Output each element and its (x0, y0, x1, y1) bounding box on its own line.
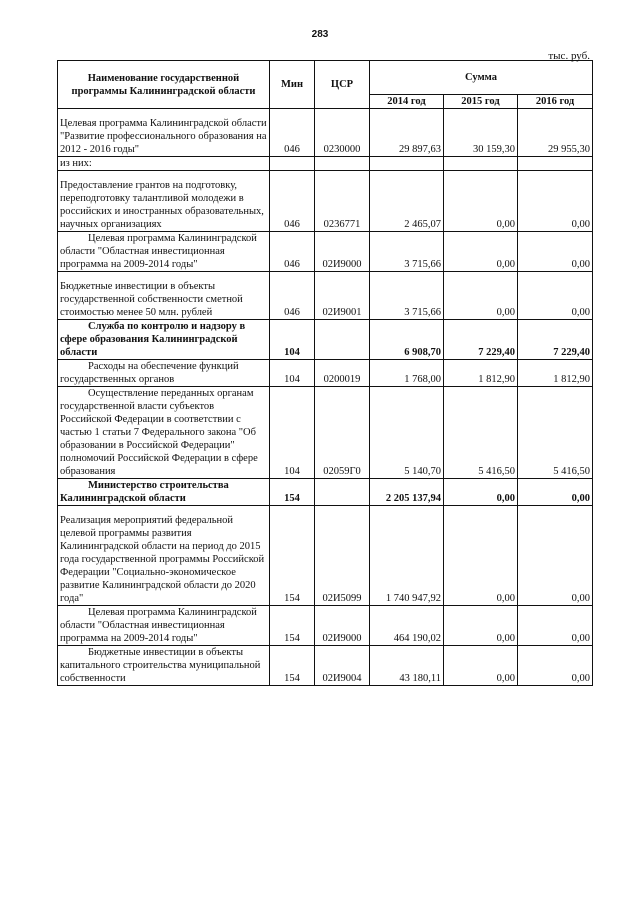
table-row (58, 109, 593, 157)
row-name: Бюджетные инвестиции в объекты государственной собственности сметной стоимостью менее 50 млн. рублей (58, 272, 270, 320)
row-2016: 0,00 (518, 479, 593, 506)
row-csr (315, 479, 370, 506)
header-name: Наименование государственной программы Калининградской области (58, 61, 270, 109)
row-csr: 02И9000 (315, 232, 370, 272)
units-label: тыс. руб. (548, 50, 590, 62)
row-2014: 6 908,70 (370, 320, 444, 360)
row-csr: 0236771 (315, 171, 370, 232)
row-2016 (518, 157, 593, 171)
row-2015: 0,00 (444, 171, 518, 232)
header-year-2016: 2016 год (518, 95, 593, 109)
row-min: 046 (270, 109, 315, 157)
row-csr (315, 157, 370, 171)
row-csr (315, 320, 370, 360)
row-2015: 7 229,40 (444, 320, 518, 360)
budget-table (57, 60, 593, 686)
row-2014: 1 740 947,92 (370, 506, 444, 606)
table-row-section (58, 479, 593, 506)
row-2016: 0,00 (518, 171, 593, 232)
row-min: 154 (270, 506, 315, 606)
row-2016: 0,00 (518, 272, 593, 320)
row-csr: 02И9000 (315, 606, 370, 646)
row-name: Служба по контролю и надзору в сфере образования Калининградской области (58, 320, 270, 360)
row-2014: 3 715,66 (370, 232, 444, 272)
row-name: Осуществление переданных органам государственной власти субъектов Российской Федерации в соответствии с частью 1 статьи 7 Федерального закона "Об образовании в Российской Федерации" полномочий Российской Федерации в сфере образования (58, 387, 270, 479)
row-csr: 02И9001 (315, 272, 370, 320)
header-year-2015: 2015 год (444, 95, 518, 109)
table-row (58, 171, 593, 232)
table-row (58, 272, 593, 320)
row-csr: 02И9004 (315, 646, 370, 686)
header-min: Мин (270, 61, 315, 109)
row-2016: 0,00 (518, 606, 593, 646)
row-name: Предоставление грантов на подготовку, переподготовку талантливой молодежи в российских и иностранных образовательных, научных организациях (58, 171, 270, 232)
row-2014: 3 715,66 (370, 272, 444, 320)
row-2016: 0,00 (518, 506, 593, 606)
row-name: Министерство строительства Калининградской области (58, 479, 270, 506)
header-csr: ЦСР (315, 61, 370, 109)
row-csr: 02059Г0 (315, 387, 370, 479)
row-2014: 2 205 137,94 (370, 479, 444, 506)
row-name: Расходы на обеспечение функций государственных органов (58, 360, 270, 387)
row-2016: 5 416,50 (518, 387, 593, 479)
row-2016: 0,00 (518, 646, 593, 686)
row-2015: 0,00 (444, 606, 518, 646)
row-2015: 0,00 (444, 232, 518, 272)
row-2014: 2 465,07 (370, 171, 444, 232)
table-row (58, 506, 593, 606)
row-min: 154 (270, 479, 315, 506)
table-row (58, 646, 593, 686)
row-min: 104 (270, 320, 315, 360)
row-2014: 464 190,02 (370, 606, 444, 646)
table-row (58, 606, 593, 646)
row-2016: 7 229,40 (518, 320, 593, 360)
row-2014 (370, 157, 444, 171)
row-2014: 29 897,63 (370, 109, 444, 157)
row-name: из них: (58, 157, 270, 171)
row-name: Целевая программа Калининградской области "Областная инвестиционная программа на 2009-2014 годы" (58, 232, 270, 272)
row-name: Реализация мероприятий федеральной целевой программы развития Калининградской области на период до 2015 года государственной программы Российской Федерации "Социально-экономическое развитие Калининградской области до 2020 года" (58, 506, 270, 606)
row-2015 (444, 157, 518, 171)
row-name: Бюджетные инвестиции в объекты капитального строительства муниципальной собственности (58, 646, 270, 686)
row-min: 154 (270, 606, 315, 646)
row-min: 154 (270, 646, 315, 686)
table-row (58, 360, 593, 387)
row-min: 104 (270, 360, 315, 387)
row-2015: 30 159,30 (444, 109, 518, 157)
header-sum: Сумма (370, 61, 593, 95)
row-2015: 1 812,90 (444, 360, 518, 387)
row-2014: 1 768,00 (370, 360, 444, 387)
page-number: 283 (311, 29, 329, 40)
row-min: 104 (270, 387, 315, 479)
header-year-2014: 2014 год (370, 95, 444, 109)
row-csr: 0200019 (315, 360, 370, 387)
row-2016: 0,00 (518, 232, 593, 272)
row-2014: 43 180,11 (370, 646, 444, 686)
table-row (58, 387, 593, 479)
row-csr: 02И5099 (315, 506, 370, 606)
row-2016: 29 955,30 (518, 109, 593, 157)
table-row (58, 232, 593, 272)
row-min: 046 (270, 232, 315, 272)
row-name: Целевая программа Калининградской области "Областная инвестиционная программа на 2009-2014 годы" (58, 606, 270, 646)
row-2014: 5 140,70 (370, 387, 444, 479)
row-min: 046 (270, 272, 315, 320)
row-2015: 0,00 (444, 646, 518, 686)
table-row-section (58, 320, 593, 360)
table-row (58, 157, 593, 171)
row-2015: 5 416,50 (444, 387, 518, 479)
row-name: Целевая программа Калининградской области "Развитие профессионального образования на 2012 - 2016 годы" (58, 109, 270, 157)
row-2015: 0,00 (444, 272, 518, 320)
row-min: 046 (270, 171, 315, 232)
row-csr: 0230000 (315, 109, 370, 157)
row-2015: 0,00 (444, 479, 518, 506)
row-2016: 1 812,90 (518, 360, 593, 387)
row-2015: 0,00 (444, 506, 518, 606)
row-min (270, 157, 315, 171)
